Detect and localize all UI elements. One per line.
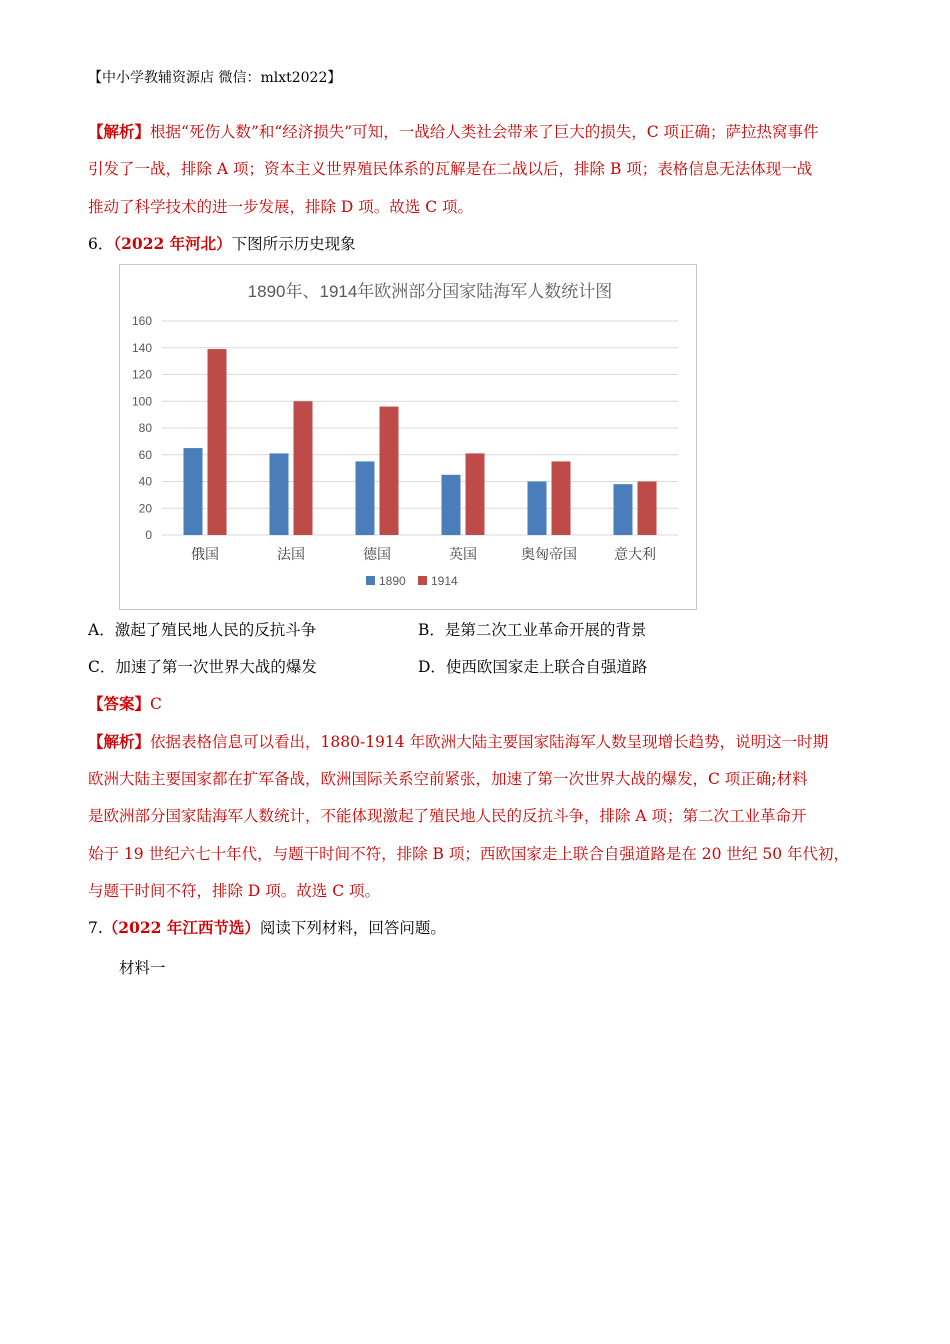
legend-label-1890: 1890 <box>379 574 406 588</box>
x-tick-label: 德国 <box>363 546 391 562</box>
bar-1890-5 <box>528 482 547 536</box>
bar-1914-1 <box>208 349 227 535</box>
bar-1890-1 <box>184 448 203 535</box>
y-tick-label: 100 <box>131 394 152 409</box>
q6-analysis-line-3: 是欧洲部分国家陆海军人数统计，不能体现激起了殖民地人民的反抗斗争，排除 A 项；第二次工业革命开 <box>88 807 807 825</box>
legend-swatch-1890 <box>366 576 375 585</box>
page-header: 【中小学教辅资源店 微信：mlxt2022】 <box>88 70 342 86</box>
bar-1890-3 <box>356 461 375 535</box>
prev-analysis-line-1 <box>88 122 819 142</box>
question-text: 下图所示历史现象 <box>231 235 356 253</box>
y-tick-label: 140 <box>131 340 152 355</box>
q6-analysis-line-1 <box>88 732 828 752</box>
x-tick-label: 意大利 <box>614 546 656 562</box>
x-tick-label: 法国 <box>277 546 305 562</box>
option-c: C．加速了第一次世界大战的爆发 <box>88 658 317 676</box>
bar-1890-2 <box>270 453 289 535</box>
y-tick-label: 40 <box>138 474 152 489</box>
question-7-stem <box>88 918 446 938</box>
material-label: 材料一 <box>119 959 166 977</box>
option-a: A．激起了殖民地人民的反抗斗争 <box>88 621 317 639</box>
q6-analysis-line-2: 欧洲大陆主要国家都在扩军备战，欧洲国际关系空前紧张，加速了第一次世界大战的爆发，C 项正确;材料 <box>88 770 808 788</box>
question-number: 7. <box>88 919 103 937</box>
bar-1914-3 <box>380 407 399 535</box>
y-tick-label: 0 <box>145 528 152 542</box>
x-tick-label: 英国 <box>449 546 477 562</box>
bar-chart <box>119 264 697 610</box>
answer-line <box>88 694 162 714</box>
prev-analysis-line-3: 推动了科学技术的进一步发展，排除 D 项。故选 C 项。 <box>88 198 473 216</box>
bar-1914-2 <box>294 401 313 535</box>
chart-title: 1890年、1914年欧洲部分国家陆海军人数统计图 <box>247 282 613 301</box>
question-source: （2022 年河北） <box>113 234 232 253</box>
analysis-text: 根据“死伤人数”和“经济损失”可知，一战给人类社会带来了巨大的损失，C 项正确；萨拉热窝事件 <box>150 123 819 141</box>
bar-1914-4 <box>466 453 485 535</box>
question-source: （2022 年江西节选） <box>102 918 260 937</box>
question-text: 阅读下列材料，回答问题。 <box>259 919 446 937</box>
legend-label-1914: 1914 <box>431 574 458 588</box>
bar-1914-6 <box>638 482 657 536</box>
y-tick-label: 160 <box>131 314 152 328</box>
question-6-stem <box>88 234 356 254</box>
y-tick-label: 60 <box>138 447 152 462</box>
legend-swatch-1914 <box>418 576 427 585</box>
x-tick-label: 奥匈帝国 <box>521 546 577 562</box>
bar-1890-6 <box>614 484 633 535</box>
analysis-tag: 【解析】 <box>88 122 151 141</box>
bar-1890-4 <box>442 475 461 535</box>
bar-chart-svg <box>120 265 696 609</box>
y-tick-label: 80 <box>138 421 152 435</box>
q6-analysis-line-4: 始于 19 世纪六七十年代，与题干时间不符，排除 B 项；西欧国家走上联合自强道路是在 20 世纪 50 年代初， <box>88 845 849 863</box>
q6-analysis-line-5: 与题干时间不符，排除 D 项。故选 C 项。 <box>88 882 380 900</box>
analysis-tag: 【解析】 <box>88 732 151 751</box>
bar-1914-5 <box>552 461 571 535</box>
option-d: D．使西欧国家走上联合自强道路 <box>418 658 648 676</box>
analysis-text: 依据表格信息可以看出，1880-1914 年欧洲大陆主要国家陆海军人数呈现增长趋势，说明这一时期 <box>150 733 829 751</box>
answer-tag: 【答案】 <box>88 694 151 713</box>
prev-analysis-line-2: 引发了一战，排除 A 项；资本主义世界殖民体系的瓦解是在二战以后，排除 B 项；表格信息无法体现一战 <box>88 160 813 178</box>
x-tick-label: 俄国 <box>191 546 219 562</box>
y-tick-label: 20 <box>138 501 152 516</box>
question-number: 6． <box>88 235 114 253</box>
option-b: B．是第二次工业革命开展的背景 <box>418 621 647 639</box>
y-tick-label: 120 <box>131 367 152 382</box>
answer-value: C <box>150 695 162 713</box>
